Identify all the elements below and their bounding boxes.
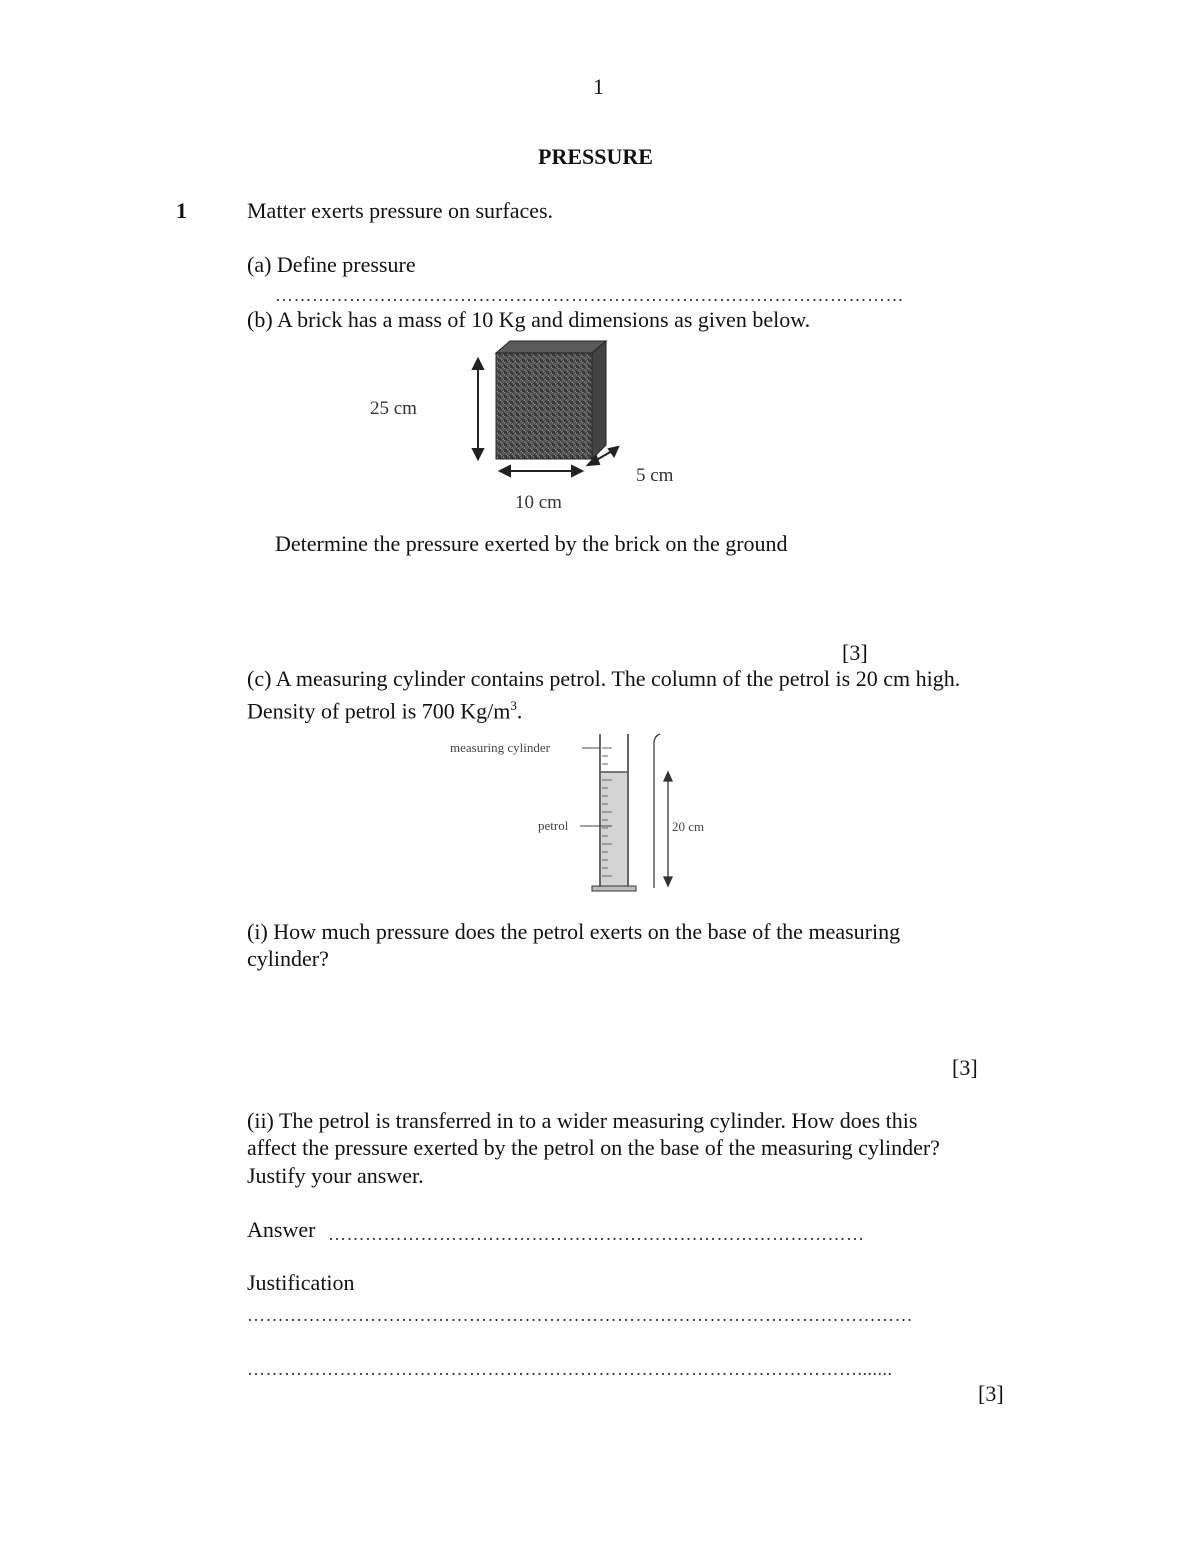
brick-front-face (496, 353, 592, 459)
brick-side-face (592, 341, 606, 459)
part-a-prompt: (a) Define pressure (247, 252, 416, 277)
answer-line[interactable]: …………………………………………………………………………… (328, 1224, 865, 1244)
petrol-fill (601, 772, 627, 886)
height-bracket (654, 734, 660, 888)
part-c-ii-line3: Justify your answer. (247, 1163, 424, 1188)
brick-top-face (496, 341, 606, 353)
part-b-prompt: (b) A brick has a mass of 10 Kg and dimensions as given below. (247, 307, 811, 332)
brick-length-label: 10 cm (515, 492, 562, 513)
cylinder-base (592, 886, 636, 891)
question-stem: Matter exerts pressure on surfaces. (247, 198, 554, 223)
justification-line-1[interactable]: ……………………………………………………………………………………………… (247, 1305, 913, 1325)
part-b-marks: [3] (842, 640, 868, 665)
brick-width-label: 5 cm (636, 465, 674, 486)
part-c-i-line2: cylinder? (247, 946, 329, 971)
justification-label: Justification (247, 1270, 355, 1295)
length-arrow (500, 466, 582, 476)
brick-height-label: 25 cm (370, 398, 417, 419)
part-c-i-line1: (i) How much pressure does the petrol exerts on the base of the measuring (247, 919, 901, 944)
part-c-ii-line2: affect the pressure exerted by the petrol on the base of the measuring cylinder? (247, 1135, 940, 1160)
part-c-prompt-line1: (c) A measuring cylinder contains petrol. The column of the petrol is 20 cm high. (247, 666, 961, 691)
part-c-ii-line1: (ii) The petrol is transferred in to a wider measuring cylinder. How does this (247, 1108, 918, 1133)
height-arrow (473, 359, 483, 459)
page-title: PRESSURE (538, 144, 653, 169)
cylinder-label: measuring cylinder (450, 740, 550, 755)
part-c-prompt-line2: Density of petrol is 700 $Kg/m^3$. (247, 698, 523, 724)
petrol-label: petrol (538, 818, 569, 833)
part-c-ii-marks: [3] (978, 1381, 1004, 1406)
part-a-answer-line[interactable]: ………………………………………………………………………………………… (275, 285, 904, 305)
brick-figure (360, 335, 720, 520)
page-number: 1 (593, 74, 604, 99)
measuring-cylinder-figure (440, 728, 740, 898)
petrol-height-arrow (664, 772, 672, 886)
answer-label: Answer (247, 1217, 316, 1242)
part-c-i-marks: [3] (952, 1055, 978, 1080)
question-number: 1 (176, 198, 187, 223)
part-b-task: Determine the pressure exerted by the brick on the ground (275, 531, 788, 556)
justification-line-2[interactable]: ………………………………………………………………………………………....... (247, 1359, 893, 1379)
petrol-height-label: 20 cm (672, 819, 705, 834)
